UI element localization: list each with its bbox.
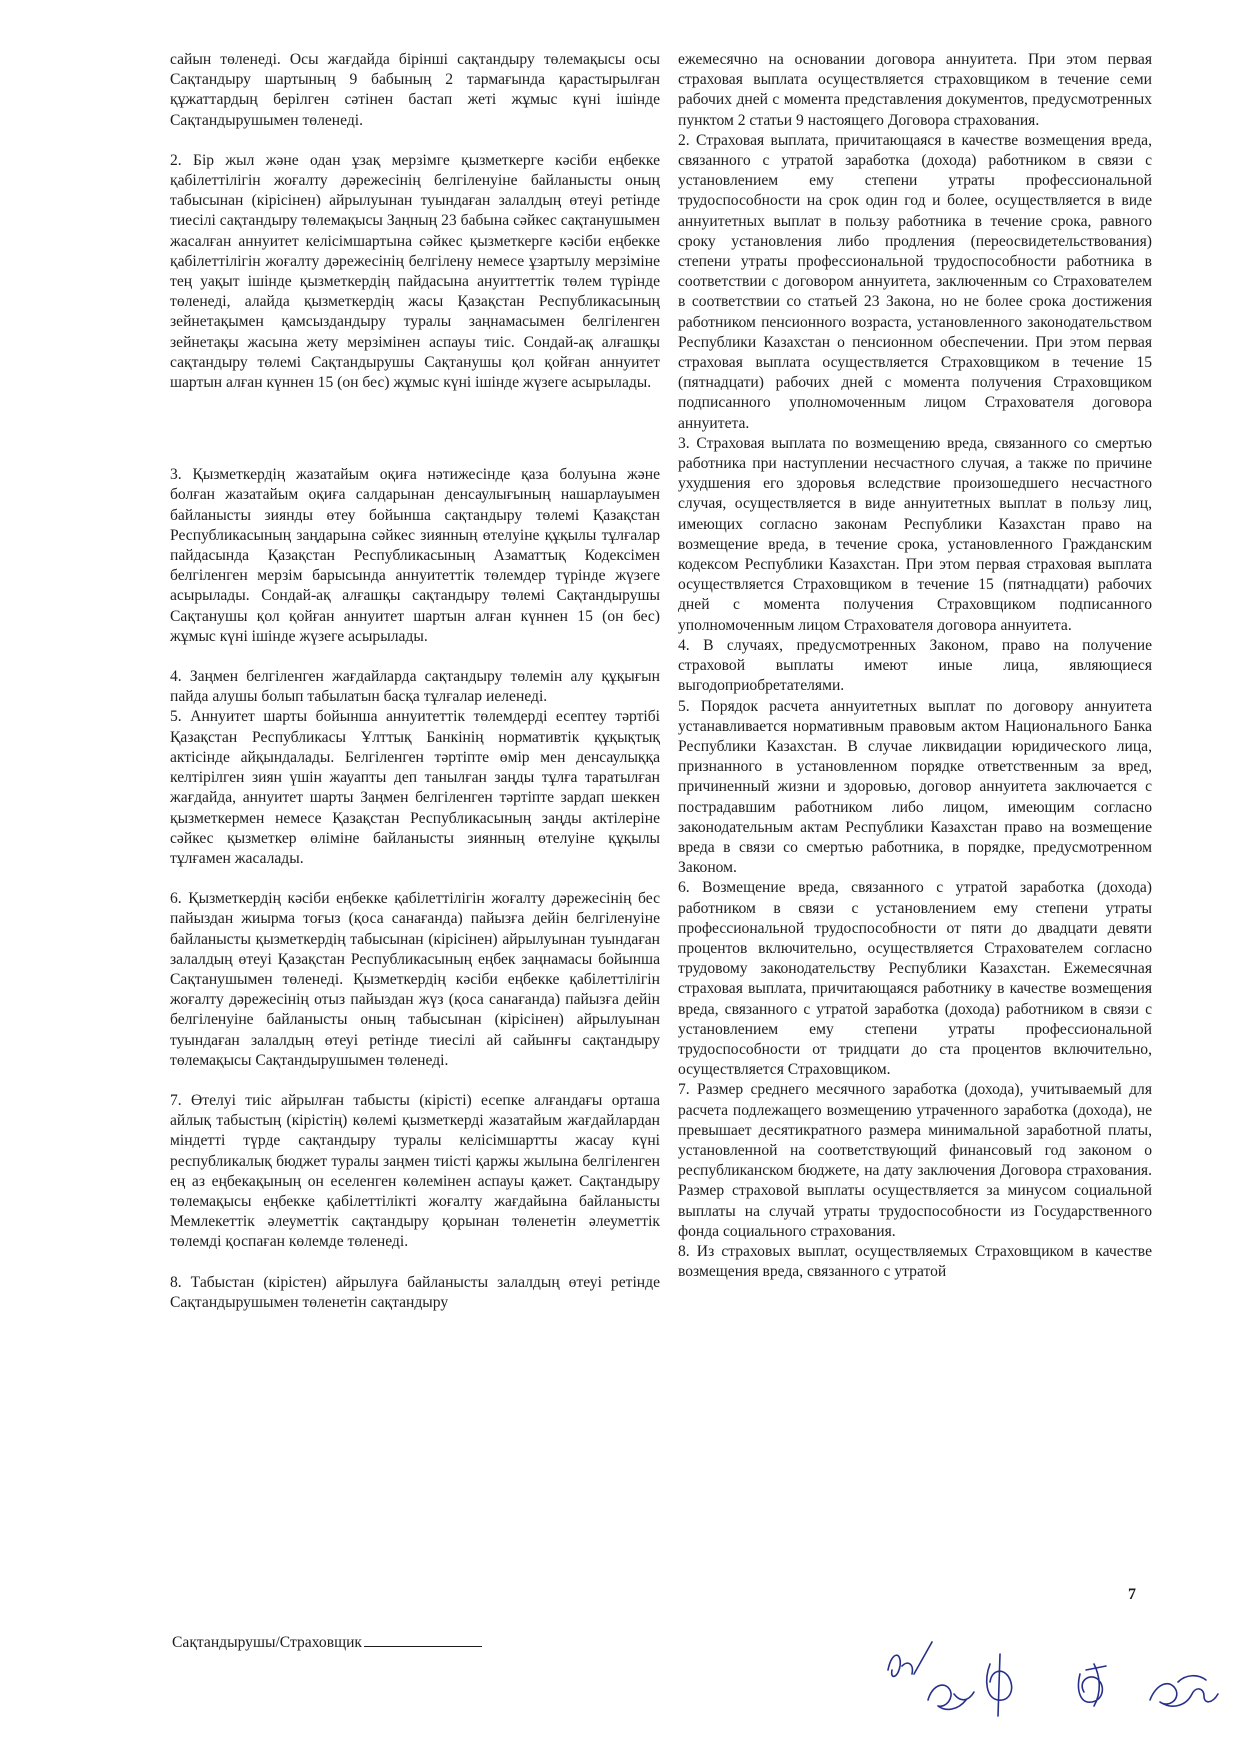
kz-paragraph-5: 5. Аннуитет шарты бойынша аннуитеттік төлемдерді есептеу тәртібі Қазақстан Республикасы Ұлттық Банкінің нормативтік құқықтық актісінде айқындалады. Белгіленген тәртіпте өмір мен денсаулыққа келтірілген зиян үшін жауапты деп танылған заңды тұлға таратылған жағдайда, аннуитет шарты Заңмен белгіленген тәртіпте зардап шеккен қызметкермен немесе Қазақстан Республикасының заңды актілеріне сәйкес қызметкер өліміне байланысты зиянның өтелуіне құқылы тұлғамен жасалады. — [170, 708, 660, 867]
ru-paragraph-3: 3. Страховая выплата по возмещению вреда, связанного со смертью работника при наступлении несчастного случая, а также по причине ухудшения его здоровья вследствие произошедшего несчастного случая, осуществляется в виде аннуитетных выплат в пользу лиц, имеющих согласно законам Республики Казахстан право на возмещение вреда, в течение срока, установленного Гражданским кодексом Республики Казахстан. При этом первая страховая выплата осуществляется Страховщиком в течение 15 (пятнадцати) рабочих дней с момента получения Страховщиком подписанного уполномоченным лицом Страхователя договора аннуитета. — [678, 434, 1152, 634]
kz-paragraph-7: 7. Өтелуі тиіс айрылған табысты (кірісті) есепке алғандағы орташа айлық табыстың (кірістің) көлемі қызметкерді жазатайым жағдайлардан міндетті түрде сақтандыру туралы келісімшартты жасау күні республикалық бюджет туралы заңмен тиісті қаржы жылына белгіленген ең аз еңбекақының он еселенген көлемінен аспауы қажет. Сақтандыру төлемақысы еңбекке қабілеттілікті жоғалту жағдайына байланысты Мемлекеттік әлеуметтік сақтандыру қорынан төленетін әлеуметтік төлемді қоспаған көлемде төленеді. — [170, 1091, 660, 1251]
initial-mark-2 — [928, 1685, 974, 1709]
ru-paragraph-4: 4. В случаях, предусмотренных Законом, право на получение страховой выплаты имеют иные лица, являющиеся выгодоприобретателями. — [678, 636, 1152, 695]
signature-line — [364, 1632, 482, 1647]
kz-paragraph-1: сайын төленеді. Осы жағдайда бірінші сақтандыру төлемақысы осы Сақтандыру шартының 9 бабының 2 тармағында қарастырылған құжаттардың берілген сәтінен бастап жеті жұмыс күні ішінде Сақтандырушымен төленеді. — [170, 51, 660, 129]
kz-paragraph-6: 6. Қызметкердің кәсіби еңбекке қабілеттілігін жоғалту дәрежесінің бес пайыздан жиырма тоғыз (қоса санағанда) пайызға дейін белгіленуіне байланысты қызметкердің табысынан (кірісінен) айрылуынан туындаған залалдың өтеуі Қазақстан Республикасының еңбек заңнамасы бойынша Сақтанушымен төленеді. Қызметкердің кәсіби еңбекке қабілеттілігін жоғалту дәрежесінің отыз пайыздан жүз (қоса санағанда) пайызға дейін белгіленуіне байланысты оның табысынан (кірісінен) айрылуынан туындаған залалдың өтеуі ретінде тиесілі ай сайынғы сақтандыру төлемақысы Сақтандырушымен төленеді. — [170, 890, 660, 1069]
initial-mark-3 — [987, 1654, 1012, 1716]
ru-paragraph-1: ежемесячно на основании договора аннуитета. При этом первая страховая выплата осуществляется страховщиком в течение семи рабочих дней с момента представления документов, предусмотренных пунктом 2 статьи 9 настоящего Договора страхования. — [678, 51, 1152, 129]
initial-mark-1 — [888, 1642, 932, 1676]
ru-paragraph-8: 8. Из страховых выплат, осуществляемых Страховщиком в качестве возмещения вреда, связанного с утратой — [678, 1242, 1152, 1281]
kz-paragraph-2: 2. Бір жыл және одан ұзақ мерзімге қызметкерге кәсіби еңбекке қабілеттілігін жоғалту дәрежесінің белгіленуіне байланысты оның табысынан (кірісінен) айрылуынан туындаған залалдың өтеуі ретінде тиесілі сақтандыру төлемақысы Заңның 23 бабына сәйкес сақтанушымен жасалған аннуитет келісімшартына сәйкес қызметкерге кәсіби еңбекке қабілеттілігін жоғалту дәрежесінің белгілену немесе ұзартылу мерзіміне тең уақыт ішінде қызметкердің пайдасына ануиттеттік төлем түрінде төленеді, алайда қызметкердің жасы Қазақстан Республикасының зейнетақымен қамсыздандыру туралы заңнамасымен белгіленген зейнетақы жасына жету мерзімінен аспауы тиіс. Сондай-ақ алғашқы сақтандыру төлемі Сақтандырушы Сақтанушы қол қойған аннуитет шартын алған күннен 15 (он бес) жұмыс күні ішінде жүзеге асырылады. — [170, 151, 660, 392]
kz-paragraph-8: 8. Табыстан (кірістен) айрылуға байланысты залалдың өтеуі ретінде Сақтандырушымен төленетін сақтандыру — [170, 1273, 660, 1311]
handwritten-initials-image — [880, 1630, 1230, 1750]
signature-block — [172, 1632, 482, 1652]
initial-mark-5 — [1150, 1676, 1218, 1706]
russian-column — [678, 50, 1152, 1282]
ru-paragraph-5: 5. Порядок расчета аннуитетных выплат по договору аннуитета устанавливается нормативным правовым актом Национального Банка Республики Казахстан. В случае ликвидации юридического лица, признанного в установленном порядке ответственным за вред, причиненный жизни и здоровью, договор аннуитета заключается с пострадавшим работником либо лицом, имеющим согласно законодательным актам Республики Казахстан право на возмещение вреда в связи со смертью работника, в порядке, предусмотренном Законом. — [678, 697, 1152, 877]
signature-label: Сақтандырушы/Страховщик — [172, 1634, 362, 1651]
initial-mark-4 — [1079, 1664, 1107, 1706]
page-number: 7 — [1128, 1586, 1136, 1603]
kz-paragraph-3: 3. Қызметкердің жазатайым оқиға нәтижесінде қаза болуына және болған жазатайым оқиға салдарынан денсаулығының нашарлауымен байланысты зиянды өтеу бойынша сақтандыру төлемі Қазақстан Республикасының заңдарына сәйкес зиянның өтелуіне құқылы тұлғалар пайдасында Қазақстан Республикасының Азаматтық Кодексімен белгіленген мерзім барысында аннуитеттік төлемдер түрінде жүзеге асырылады. Сондай-ақ алғашқы сақтандыру төлемі Сақтандырушы Сақтанушы қол қойған аннуитет шартын алған күннен 15 (он бес) жұмыс күні ішінде жүзеге асырылады. — [170, 466, 660, 645]
ru-paragraph-6: 6. Возмещение вреда, связанного с утратой заработка (дохода) работником в связи с установлением ему степени утраты профессиональной трудоспособности от пяти до двадцати девяти процентов включительно, осуществляется Страхователем согласно трудовому законодательству Республики Казахстан. Ежемесячная страховая выплата, причитающаяся работнику в качестве возмещения вреда, связанного с утратой заработка (дохода) работником в связи с установлением ему степени утраты профессиональной трудоспособности от тридцати до ста процентов включительно, осуществляется Страховщиком. — [678, 879, 1152, 1079]
ru-paragraph-2: 2. Страховая выплата, причитающаяся в качестве возмещения вреда, связанного с утратой заработка (дохода) работником в связи с установлением ему степени утраты профессиональной трудоспособности на срок один год и более, осуществляется в виде аннуитетных выплат в пользу работника в течение срока, равного сроку установления либо продления (переосвидетельствования) степени утраты профессиональной трудоспособности работника в соответствии с договором аннуитета, заключенным со Страхователем в соответствии со статьей 23 Закона, но не более срока достижения работником пенсионного возраста, установленного законодательством Республики Казахстан о пенсионном обеспечении. При этом первая страховая выплата осуществляется Страховщиком в течение 15 (пятнадцати) рабочих дней с момента получения Страховщиком подписанного уполномоченным лицом Страхователя договора аннуитета. — [678, 131, 1152, 432]
kz-paragraph-4: 4. Заңмен белгіленген жағдайларда сақтандыру төлемін алу құқығын пайда алушы болып табылатын басқа тұлғалар иеленеді. — [170, 668, 660, 706]
kazakh-column — [170, 50, 660, 1313]
ru-paragraph-7: 7. Размер среднего месячного заработка (дохода), учитываемый для расчета подлежащего возмещению утраченного заработка (дохода), не превышает десятикратного размера минимальной заработной платы, установленной на соответствующий финансовый год законом о республиканском бюджете, на дату заключения Договора страхования. Размер страховой выплаты осуществляется за минусом социальной выплаты на случай утраты трудоспособности из Государственного фонда социального страхования. — [678, 1081, 1152, 1240]
